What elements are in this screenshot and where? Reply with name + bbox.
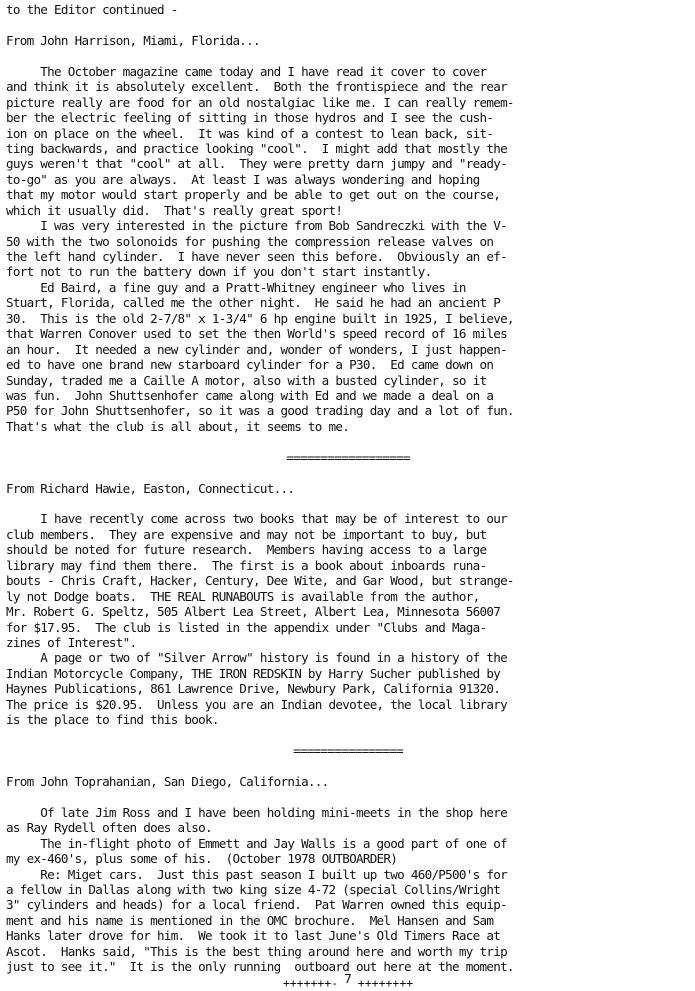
body-line: should be noted for future research. Members having access to a large [6, 542, 487, 558]
body-line: my ex-460's, plus some of his. (October 1978 OUTBOARDER) [6, 851, 398, 867]
body-line: The price is $20.95. Unless you are an Indian devotee, the local library [6, 696, 507, 712]
letter-hawie [6, 481, 690, 728]
body-line: The in-flight photo of Emmett and Jay Walls is a good part of one of [6, 835, 507, 851]
body-line: for $17.95. The club is listed in the appendix under "Clubs and Maga- [6, 619, 487, 635]
body-line: 50 with the two solonoids for pushing the compression release valves on [6, 233, 494, 249]
section-separator: ================== [286, 449, 410, 465]
body-line: I have recently come across two books that may be of interest to our [6, 511, 507, 527]
letter-from-line: From John Harrison, Miami, Florida... [6, 32, 260, 48]
body-line: A page or two of "Silver Arrow" history is found in a history of the [6, 650, 507, 666]
page-footer [6, 970, 690, 990]
body-line: is the place to find this book. [6, 712, 219, 728]
body-line: just to see it." It is the only running outboard out here at the moment. [6, 959, 514, 975]
body-line: I was very interested in the picture from Bob Sandreczki with the V- [6, 218, 507, 234]
body-line: ting backwards, and practice looking "cool". I might add that mostly the [6, 140, 507, 156]
body-line: fort not to run the battery down if you don't start instantly. [6, 264, 432, 280]
body-line: Ascot. Hanks said, "This is the best thing around here and worth my trip [6, 943, 507, 959]
body-line: Stuart, Florida, called me the other night. He said he had an ancient P [6, 295, 501, 311]
body-line: library may find them there. The first is a book about inboards runa- [6, 557, 487, 573]
body-line: ed to have one brand new starboard cylinder for a P30. Ed came down on [6, 357, 494, 373]
continuation-header: to the Editor continued - [6, 2, 178, 17]
body-line: 30. This is the old 2-7/8" x 1-3/4" 6 hp engine built in 1925, I believe, [6, 310, 514, 326]
body-line: zines of Interest". [6, 634, 137, 650]
body-line: club members. They are expensive and may not be important to buy, but [6, 526, 487, 542]
body-line: Hanks later drove for him. We took it to last June's Old Timers Race at [6, 928, 501, 944]
page-number: 7 [344, 970, 352, 986]
document-page [6, 2, 690, 990]
body-line: Ed Baird, a fine guy and a Pratt-Whitney engineer who lives in [6, 279, 466, 295]
body-line: and think it is absolutely excellent. Both the frontispiece and the rear [6, 79, 507, 95]
body-line: Mr. Robert G. Speltz, 505 Albert Lea Street, Albert Lea, Minnesota 56007 [6, 604, 501, 620]
body-line: an hour. It needed a new cylinder and, wonder of wonders, I just happen- [6, 341, 507, 357]
body-line: was fun. John Shuttsenhofer came along with Ed and we made a deal on a [6, 387, 494, 403]
letter-from-line: From John Toprahanian, San Diego, California... [6, 773, 329, 789]
body-line: Indian Motorcycle Company, THE IRON REDSKIN by Harry Sucher published by [6, 665, 501, 681]
body-line: ly not Dodge boats. THE REAL RUNABOUTS is available from the author, [6, 588, 480, 604]
body-line: guys weren't that "cool" at all. They were pretty darn jumpy and "ready- [6, 156, 507, 172]
body-line: bouts - Chris Craft, Hacker, Century, Dee Wite, and Gar Wood, but strange- [6, 573, 514, 589]
body-line: 3" cylinders and heads) for a local friend. Pat Warren owned this equip- [6, 897, 507, 913]
body-line: ion on place on the wheel. It was kind of a contest to lean back, sit- [6, 125, 494, 141]
body-line: P50 for John Shuttsenhofer, so it was a good trading day and a lot of fun. [6, 403, 514, 419]
letter-toprahanian [6, 774, 690, 975]
body-line: a fellow in Dallas along with two king size 4-72 (special Collins/Wright [6, 881, 501, 897]
body-line: as Ray Rydell often does also. [6, 820, 212, 836]
footer-ornament-left: +++++++- [282, 975, 339, 990]
body-line: The October magazine came today and I have read it cover to cover [6, 63, 487, 79]
letter-from-line: From Richard Hawie, Easton, Connecticut... [6, 480, 295, 496]
section-separator: ================ [293, 743, 403, 758]
body-line: picture really are food for an old nostalgiac like me. I can really remem- [6, 94, 514, 110]
body-line: Haynes Publications, 861 Lawrence Drive, Newbury Park, California 91320. [6, 681, 501, 697]
body-line: ment and his name is mentioned in the OMC brochure. Mel Hansen and Sam [6, 912, 494, 928]
footer-ornament-right: ++++++++ [357, 975, 414, 990]
body-line: ber the electric feeling of sitting in those hydros and I see the cush- [6, 110, 494, 126]
body-line: Re: Miget cars. Just this past season I built up two 460/P500's for [6, 866, 507, 882]
body-line: that Warren Conover used to set the then World's speed record of 16 miles [6, 326, 507, 342]
letter-harrison [6, 33, 690, 434]
body-line: Sunday, traded me a Caille A motor, also with a busted cylinder, so it [6, 372, 487, 388]
body-line: that my motor would start properly and be able to get out on the course, [6, 187, 501, 203]
body-line: Of late Jim Ross and I have been holding mini-meets in the shop here [6, 804, 507, 820]
body-line: the left hand cylinder. I have never seen this before. Obviously an ef- [6, 249, 507, 264]
body-line: That's what the club is all about, it seems to me. [6, 418, 350, 434]
body-line: which it usually did. That's really great sport! [6, 202, 343, 218]
body-line: to-go" as you are always. At least I was always wondering and hoping [6, 171, 480, 187]
